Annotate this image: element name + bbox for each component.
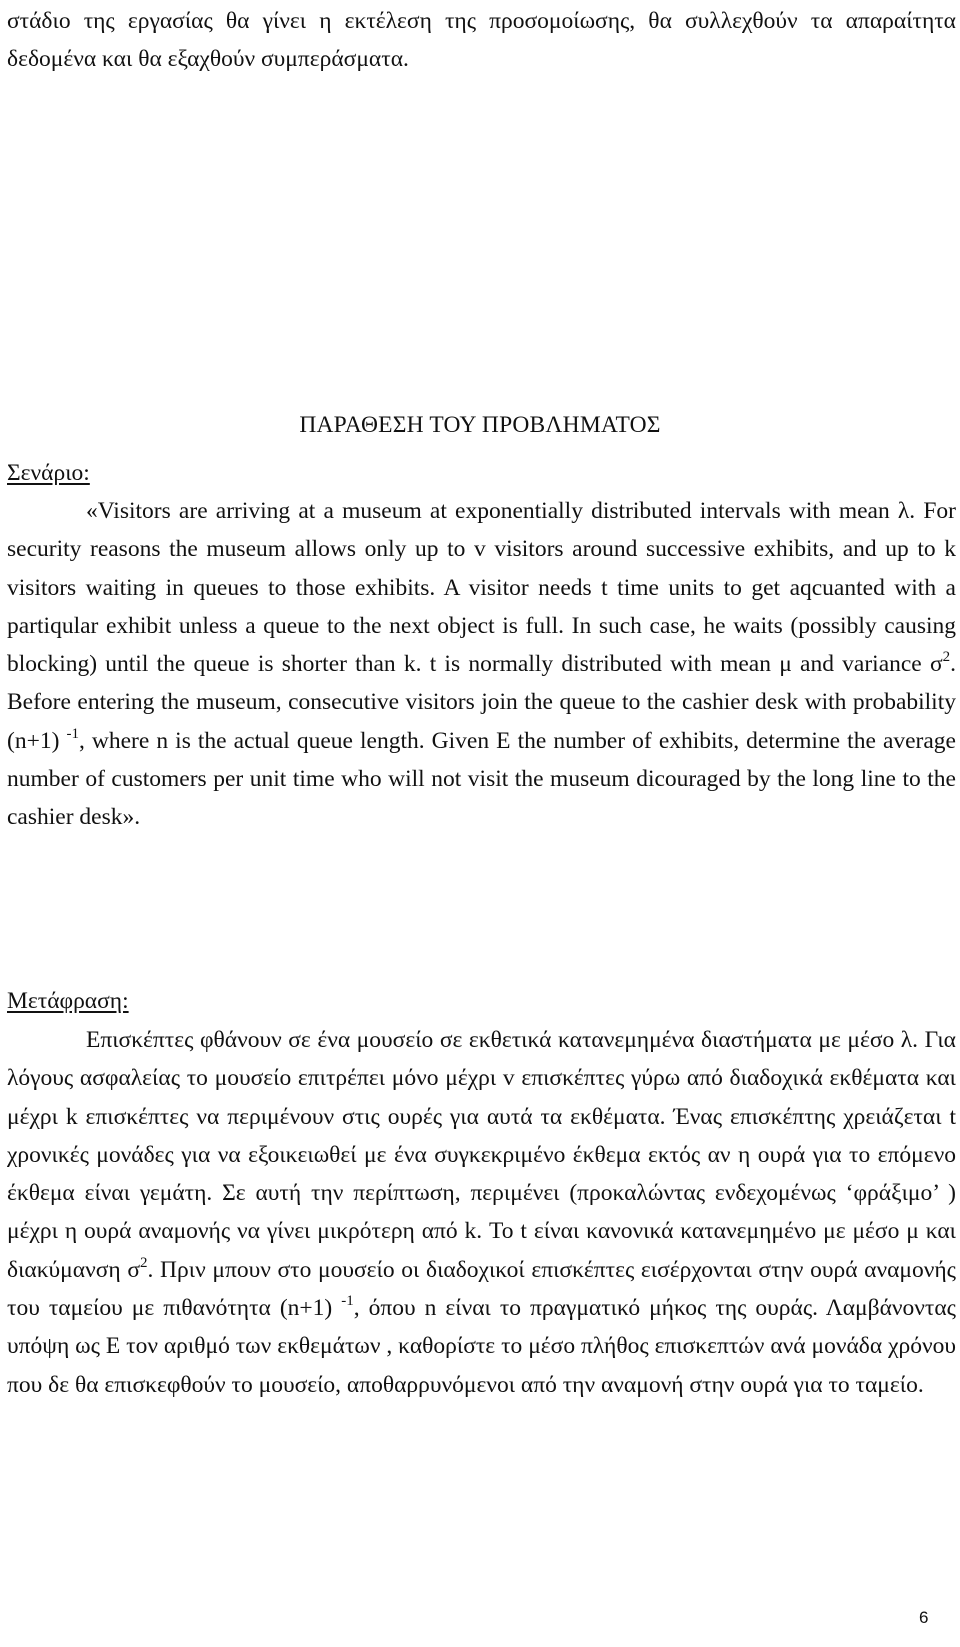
scenario-superscript-squared: 2: [942, 649, 951, 666]
translation-superscript-squared: 2: [140, 1254, 148, 1271]
translation-text-part2: . Πριν μπουν στο μουσείο οι διαδοχικοί επισκέπτες εισέρχονται στην ουρά αναμονής του ταμείου με πιθανότητα (n+1): [7, 1256, 956, 1322]
scenario-label: [7, 454, 90, 492]
translation-text-part1: Επισκέπτες φθάνουν σε ένα μουσείο σε εκθετικά κατανεμημένα διαστήματα με μέσο λ. Για λόγους ασφαλείας το μουσείο επιτρέπει μόνο μέχρι v επισκέπτες γύρω από διαδοχικά εκθέματα και μέχρι k επισκέπτες να περιμένουν στις ουρές για αυτά τα εκθέματα. Ένας επισκέπτης χρειάζεται t χρονικές μονάδες για να εξοικειωθεί με ένα συγκεκριμένο έκθεμα εκτός αν η ουρά για το επόμενο έκθεμα είναι γεμάτη. Σε αυτή την περίπτωση, περιμένει (προκαλώντας ενδεχομένως ‘φράξιμο’ ) μέχρι η ουρά αναμονής να γίνει μικρότερη από k. Το t είναι κανονικά κατανεμημένο με μέσο μ και διακύμανση σ: [7, 1027, 956, 1283]
scenario-label-text: Σενάριο:: [7, 460, 90, 486]
scenario-text-part1: «Visitors are arriving at a museum at exponentially distributed intervals with mean λ. For security reasons the museum allows only up to v visitors around successive exhibits, and up to k visitors waiting in queues to those exhibits. A visitor needs t time units to get aqcuanted with a partiqular exhibit unless a queue to the next object is full. In such case, he waits (possibly causing blocking) until the queue is shorter than k. t is normally distributed with mean μ and variance σ: [7, 498, 956, 678]
scenario-text-part3: , where n is the actual queue length. Given E the number of exhibits, determine the average number of customers per unit time who will not visit the museum dicouraged by the long line to the cashier desk».: [7, 727, 956, 831]
section-heading-text: ΠΑΡΑΘΕΣΗ ΤΟΥ ΠΡΟΒΛΗΜΑΤΟΣ: [299, 412, 661, 438]
translation-label: [7, 982, 129, 1020]
translation-text-part3: , όπου n είναι το πραγματικό μήκος της ουράς. Λαμβάνοντας υπόψη ως Ε τον αριθμό των εκθεμάτων , καθορίστε το μέσο πλήθος επισκεπτών ανά μονάδα χρόνου που δε θα επισκεφθούν το μουσείο, αποθαρρυνόμενοι από την αναμονή στην ουρά για το ταμείο.: [7, 1295, 956, 1398]
scenario-paragraph: [7, 492, 956, 837]
scenario-superscript-inverse: -1: [66, 725, 79, 742]
scenario-text-part2: . Before entering the museum, consecutive visitors join the queue to the cashier desk with probability (n+1): [7, 651, 956, 754]
translation-label-text: Μετάφραση:: [7, 988, 129, 1014]
translation-superscript-inverse: -1: [341, 1293, 354, 1310]
intro-paragraph: στάδιο της εργασίας θα γίνει η εκτέλεση της προσομοίωσης, θα συλλεχθούν τα απαραίτητα δεδομένα και θα εξαχθούν συμπεράσματα.: [7, 8, 956, 73]
page-number: 6: [919, 1608, 929, 1627]
translation-paragraph: [7, 1021, 956, 1404]
section-heading: [0, 406, 960, 444]
